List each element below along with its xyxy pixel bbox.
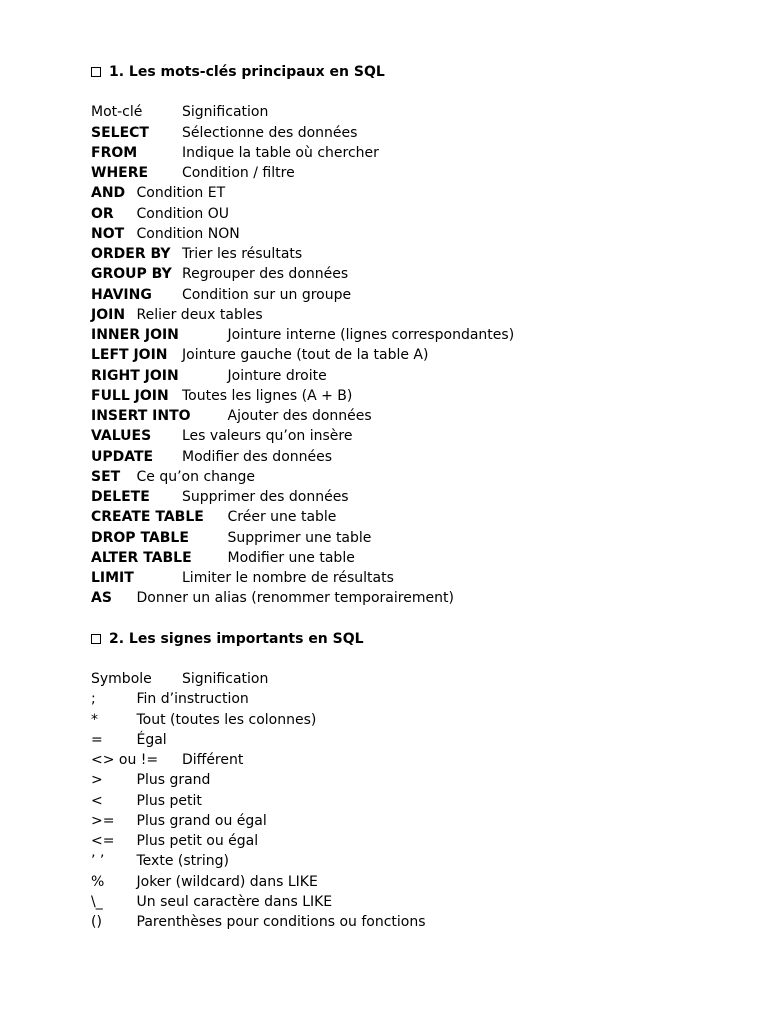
row-meaning: Donner un alias (renommer temporairement) — [136, 590, 454, 607]
table-row — [91, 831, 731, 851]
row-symbol: ’ ’ — [91, 853, 105, 870]
row-symbol: = — [91, 731, 103, 748]
row-term: FULL JOIN — [91, 387, 169, 404]
row-meaning: Joker (wildcard) dans LIKE — [136, 873, 318, 890]
row-meaning: Indique la table où chercher — [182, 144, 379, 161]
row-term: INNER JOIN — [91, 327, 179, 343]
section-1-heading — [91, 62, 731, 82]
header-term: Mot-clé — [91, 104, 143, 121]
row-meaning: Créer une table — [227, 509, 337, 526]
table-row — [91, 872, 731, 892]
table-row — [91, 345, 731, 365]
section-2-heading — [91, 629, 731, 649]
table-row — [91, 851, 731, 871]
row-meaning: Plus grand — [136, 772, 211, 789]
table-row — [91, 750, 731, 770]
header-meaning: Signification — [182, 671, 269, 687]
row-symbol: % — [91, 873, 105, 890]
document-page — [91, 62, 731, 932]
table-header-row — [91, 102, 731, 122]
row-meaning: Modifier des données — [182, 448, 333, 465]
header-meaning: Signification — [182, 104, 269, 121]
table-row — [91, 244, 731, 264]
row-symbol: >= — [91, 812, 115, 829]
row-meaning: Condition ET — [136, 185, 226, 202]
row-symbol: < — [91, 792, 103, 809]
table-row — [91, 507, 731, 527]
row-meaning: Fin d’instruction — [136, 691, 249, 708]
header-term: Symbole — [91, 671, 152, 687]
table-row — [91, 426, 731, 446]
table-row — [91, 588, 731, 608]
row-meaning: Texte (string) — [136, 853, 229, 870]
table-row — [91, 730, 731, 750]
table-row — [91, 689, 731, 709]
row-term: UPDATE — [91, 448, 154, 465]
row-meaning: Condition sur un groupe — [182, 286, 352, 303]
row-meaning: Sélectionne des données — [182, 124, 358, 141]
row-symbol: > — [91, 772, 103, 789]
row-term: NOT — [91, 225, 125, 242]
table-row — [91, 406, 731, 426]
row-meaning: Plus petit ou égal — [136, 833, 259, 849]
table-row — [91, 204, 731, 224]
row-symbol: * — [91, 711, 98, 728]
row-term: AS — [91, 590, 112, 607]
row-term: ORDER BY — [91, 246, 171, 262]
row-term: VALUES — [91, 428, 152, 445]
table-row — [91, 305, 731, 325]
checkbox-icon — [91, 67, 101, 77]
row-symbol: <= — [91, 833, 115, 849]
table-row — [91, 912, 731, 932]
row-meaning: Ajouter des données — [227, 408, 372, 424]
row-meaning: Différent — [182, 752, 244, 768]
row-term: LEFT JOIN — [91, 347, 168, 364]
table-row — [91, 224, 731, 244]
row-meaning: Condition / filtre — [182, 165, 295, 181]
row-term: SELECT — [91, 124, 149, 141]
row-term: LIMIT — [91, 570, 134, 586]
row-meaning: Un seul caractère dans LIKE — [136, 893, 333, 910]
row-meaning: Jointure interne (lignes correspondantes) — [227, 327, 515, 343]
row-meaning: Les valeurs qu’on insère — [182, 428, 353, 445]
row-symbol: \_ — [91, 893, 103, 910]
table-row — [91, 892, 731, 912]
row-term: RIGHT JOIN — [91, 367, 179, 384]
row-term: CREATE TABLE — [91, 509, 204, 526]
row-term: DROP TABLE — [91, 529, 189, 546]
checkbox-icon — [91, 634, 101, 644]
table-row — [91, 285, 731, 305]
section-2-title: 2. Les signes importants en SQL — [109, 630, 364, 647]
section-1-table — [91, 102, 731, 608]
table-row — [91, 163, 731, 183]
row-meaning: Condition OU — [136, 205, 230, 222]
table-row — [91, 447, 731, 467]
row-term: WHERE — [91, 165, 149, 181]
spacer — [91, 82, 731, 102]
row-term: ALTER TABLE — [91, 549, 192, 566]
row-term: SET — [91, 468, 121, 485]
row-term: GROUP BY — [91, 266, 172, 283]
row-meaning: Modifier une table — [227, 549, 355, 566]
row-meaning: Jointure droite — [227, 367, 327, 384]
row-meaning: Ce qu’on change — [136, 468, 255, 485]
row-symbol: ; — [91, 691, 96, 708]
table-row — [91, 386, 731, 406]
row-meaning: Plus grand ou égal — [136, 812, 267, 829]
row-meaning: Parenthèses pour conditions ou fonctions — [136, 914, 426, 930]
row-term: DELETE — [91, 489, 150, 505]
row-meaning: Regrouper des données — [182, 266, 349, 283]
row-symbol: <> ou != — [91, 752, 159, 768]
row-meaning: Relier deux tables — [136, 306, 263, 323]
table-row — [91, 183, 731, 203]
row-term: FROM — [91, 144, 138, 161]
table-header-row — [91, 669, 731, 689]
table-row — [91, 791, 731, 811]
row-meaning: Jointure gauche (tout de la table A) — [182, 347, 429, 364]
table-row — [91, 710, 731, 730]
row-meaning: Trier les résultats — [182, 246, 303, 262]
row-term: JOIN — [91, 306, 126, 323]
table-row — [91, 487, 731, 507]
table-row — [91, 143, 731, 163]
table-row — [91, 123, 731, 143]
row-meaning: Toutes les lignes (A + B) — [182, 387, 353, 404]
section-2-table — [91, 669, 731, 932]
spacer — [91, 609, 731, 629]
row-meaning: Limiter le nombre de résultats — [182, 570, 394, 586]
table-row — [91, 528, 731, 548]
row-meaning: Condition NON — [136, 225, 240, 242]
table-row — [91, 770, 731, 790]
table-row — [91, 467, 731, 487]
row-term: INSERT INTO — [91, 408, 191, 424]
table-row — [91, 325, 731, 345]
table-row — [91, 811, 731, 831]
row-term: AND — [91, 185, 126, 202]
spacer — [91, 649, 731, 669]
row-meaning: Égal — [136, 731, 167, 748]
section-1-title: 1. Les mots-clés principaux en SQL — [109, 64, 385, 80]
row-meaning: Tout (toutes les colonnes) — [136, 711, 317, 728]
row-meaning: Supprimer des données — [182, 489, 349, 505]
table-row — [91, 568, 731, 588]
row-term: OR — [91, 205, 114, 222]
table-row — [91, 264, 731, 284]
row-term: HAVING — [91, 286, 152, 303]
table-row — [91, 548, 731, 568]
row-symbol: () — [91, 914, 102, 930]
row-meaning: Plus petit — [136, 792, 202, 809]
table-row — [91, 366, 731, 386]
row-meaning: Supprimer une table — [227, 529, 372, 546]
